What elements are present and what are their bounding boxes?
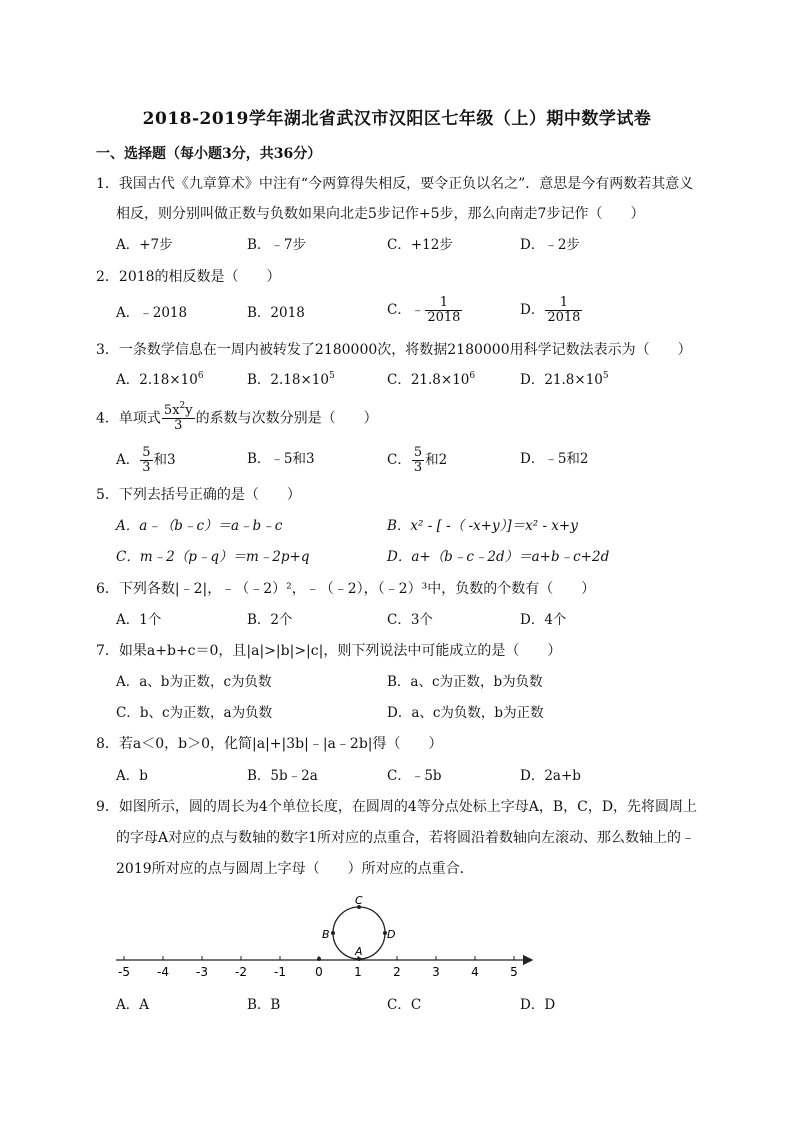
tick-label: -2 xyxy=(235,965,247,979)
tick-label: 5 xyxy=(510,965,518,979)
question-9-line-3: 2019所对应的点与圆周上字母（ ）所对应的点重合． xyxy=(116,861,474,877)
q6-option-b: B．2个 xyxy=(247,612,293,628)
question-8: 8．若a＜0，b＞0，化简|a|+|3b|﹣|a﹣2b|得（ ） xyxy=(96,736,443,752)
fraction-denominator: 2018 xyxy=(547,310,581,325)
question-7: 7．如果a+b+c＝0，且|a|>|b|>|c|，则下列说法中可能成立的是（ ） xyxy=(96,643,562,659)
question-9-line-1: 9．如图所示，圆的周长为4个单位长度，在圆周的4等分点处标上字母A，B，C，D，先将圆周上 xyxy=(96,799,698,815)
tick-label: 1 xyxy=(354,965,362,979)
label-d: D xyxy=(387,928,396,941)
q5-option-d: D．a+（b﹣c﹣2d）＝a+b﹣c+2d xyxy=(387,549,610,565)
q5-option-c: C．m﹣2（p﹣q）＝m﹣2p+q xyxy=(116,549,310,565)
page-title: 2018-2019学年湖北省武汉市汉阳区七年级（上）期中数学试卷 xyxy=(142,109,652,129)
q9-option-b: B．B xyxy=(247,997,281,1013)
q4-option-a-fraction xyxy=(140,446,152,475)
q5-option-b: B．x² - [ -（ -x+y）]＝x² - x+y xyxy=(387,518,578,534)
question-4 xyxy=(96,401,706,433)
origin-point xyxy=(317,957,321,961)
q7-option-b: B．a、c为正数，b为负数 xyxy=(387,674,543,690)
q2-option-d-fraction xyxy=(545,296,582,325)
q4-suffix: 的系数与次数分别是（ ） xyxy=(195,410,378,427)
q1-option-b: B．﹣7步 xyxy=(247,237,307,253)
q3-option-d-exponent: 5 xyxy=(602,371,609,381)
question-6: 6．下列各数|﹣2|，﹣（﹣2）²，﹣（﹣2），（﹣2）³中，负数的个数有（ ） xyxy=(96,581,596,597)
tick-label: -1 xyxy=(274,965,286,979)
number-line-figure xyxy=(112,892,540,982)
point-b xyxy=(331,931,335,935)
fraction-numerator: 5 xyxy=(142,445,151,460)
q9-option-a: A．A xyxy=(116,997,149,1013)
monomial-coefficient-x: 5x xyxy=(163,403,180,418)
fraction-numerator: 5 xyxy=(413,445,423,460)
q4-option-b: B．﹣5和3 xyxy=(247,451,315,467)
q1-option-d: D．﹣2步 xyxy=(520,237,580,253)
q4-option-c-prefix: C． xyxy=(387,452,411,468)
tick-label: 0 xyxy=(315,965,323,979)
q3-option-b xyxy=(247,370,335,390)
q3-option-a xyxy=(116,370,204,390)
q3-option-c-base: C．21.8×10 xyxy=(387,372,470,388)
question-5: 5．下列去括号正确的是（ ） xyxy=(96,487,301,503)
label-c: C xyxy=(355,894,363,907)
q2-option-d xyxy=(520,296,583,325)
fraction-denominator: 3 xyxy=(174,418,183,433)
q4-option-a xyxy=(116,446,176,475)
fraction-denominator: 2018 xyxy=(427,310,461,325)
fraction-numerator: 1 xyxy=(425,296,462,311)
q4-option-a-suffix: 和3 xyxy=(153,452,176,468)
q8-option-b: B．5b﹣2a xyxy=(247,768,318,784)
q2-option-d-prefix: D． xyxy=(520,302,545,318)
q4-prefix: 4．单项式 xyxy=(96,410,161,427)
q3-option-c xyxy=(387,370,475,390)
question-1-line-2: 相反，则分别叫做正数与负数如果向北走5步记作+5步，那么向南走7步记作（ ） xyxy=(116,206,645,222)
q6-option-a: A．1个 xyxy=(116,612,162,628)
monomial-y: y xyxy=(185,403,193,418)
q3-option-c-exponent: 6 xyxy=(469,371,476,381)
q8-option-c: C．﹣5b xyxy=(387,768,442,784)
fraction-numerator: 1 xyxy=(545,296,582,311)
q7-option-c: C．b、c为正数，a为负数 xyxy=(116,705,273,721)
q3-option-b-base: B．2.18×10 xyxy=(247,372,329,388)
fraction-denominator: 3 xyxy=(142,460,151,475)
q4-option-a-prefix: A． xyxy=(116,452,140,468)
q7-option-a: A．a、b为正数，c为负数 xyxy=(116,674,272,690)
q8-option-d: D．2a+b xyxy=(520,768,581,784)
q9-option-d: D．D xyxy=(520,997,556,1013)
q1-option-c: C．+12步 xyxy=(387,237,453,253)
question-9-line-2: 的字母A对应的点与数轴的数字1所对应的点重合，若将圆沿着数轴向左滚动、那么数轴上的﹣ xyxy=(116,830,696,846)
q1-option-a: A．+7步 xyxy=(116,237,173,253)
q3-option-a-exponent: 6 xyxy=(197,371,204,381)
label-b: B xyxy=(322,928,330,941)
q3-option-b-exponent: 5 xyxy=(328,371,335,381)
q3-option-d xyxy=(520,370,609,390)
tick-label: 2 xyxy=(393,965,401,979)
fraction-numerator xyxy=(162,401,195,419)
q6-option-c: C．3个 xyxy=(387,612,433,628)
q2-option-a: A．﹣2018 xyxy=(116,305,188,321)
q4-monomial-fraction xyxy=(162,401,195,433)
question-3: 3．一条数学信息在一周内被转发了2180000次，将数据2180000用科学记数法表示为（ ） xyxy=(96,342,692,358)
q5-option-a: A．a﹣（b﹣c）＝a﹣b﹣c xyxy=(116,518,283,534)
monomial-exponent: 2 xyxy=(179,401,186,411)
q4-option-d: D．﹣5和2 xyxy=(520,451,589,467)
q2-option-b: B．2018 xyxy=(247,305,305,321)
tick-label: -4 xyxy=(157,965,169,979)
tick-label: -5 xyxy=(118,965,130,979)
q6-option-d: D．4个 xyxy=(520,612,567,628)
q8-option-a: A．b xyxy=(116,768,148,784)
question-2: 2．2018的相反数是（ ） xyxy=(96,269,281,285)
q2-option-c-fraction xyxy=(425,296,462,325)
q4-option-c-fraction xyxy=(412,446,424,475)
q4-option-c-suffix: 和2 xyxy=(425,452,448,468)
q2-option-c-prefix: C．﹣ xyxy=(387,302,425,318)
question-1-line-1: 1．我国古代《九章算术》中注有“今两算得失相反，要令正负以名之”．意思是今有两数若其意义 xyxy=(96,176,694,192)
q2-option-c xyxy=(387,296,463,325)
q3-option-a-base: A．2.18×10 xyxy=(116,372,198,388)
fraction-denominator: 3 xyxy=(413,460,423,475)
tick-label: 4 xyxy=(471,965,479,979)
label-a: A xyxy=(355,945,363,958)
q3-option-d-base: D．21.8×10 xyxy=(520,372,603,388)
q4-option-c xyxy=(387,446,447,475)
tick-label: 3 xyxy=(432,965,440,979)
tick-label: -3 xyxy=(196,965,208,979)
section-heading: 一、选择题（每小题3分，共36分） xyxy=(96,146,322,162)
q7-option-d: D．a、c为负数，b为正数 xyxy=(387,705,544,721)
q9-option-c: C．C xyxy=(387,997,422,1013)
